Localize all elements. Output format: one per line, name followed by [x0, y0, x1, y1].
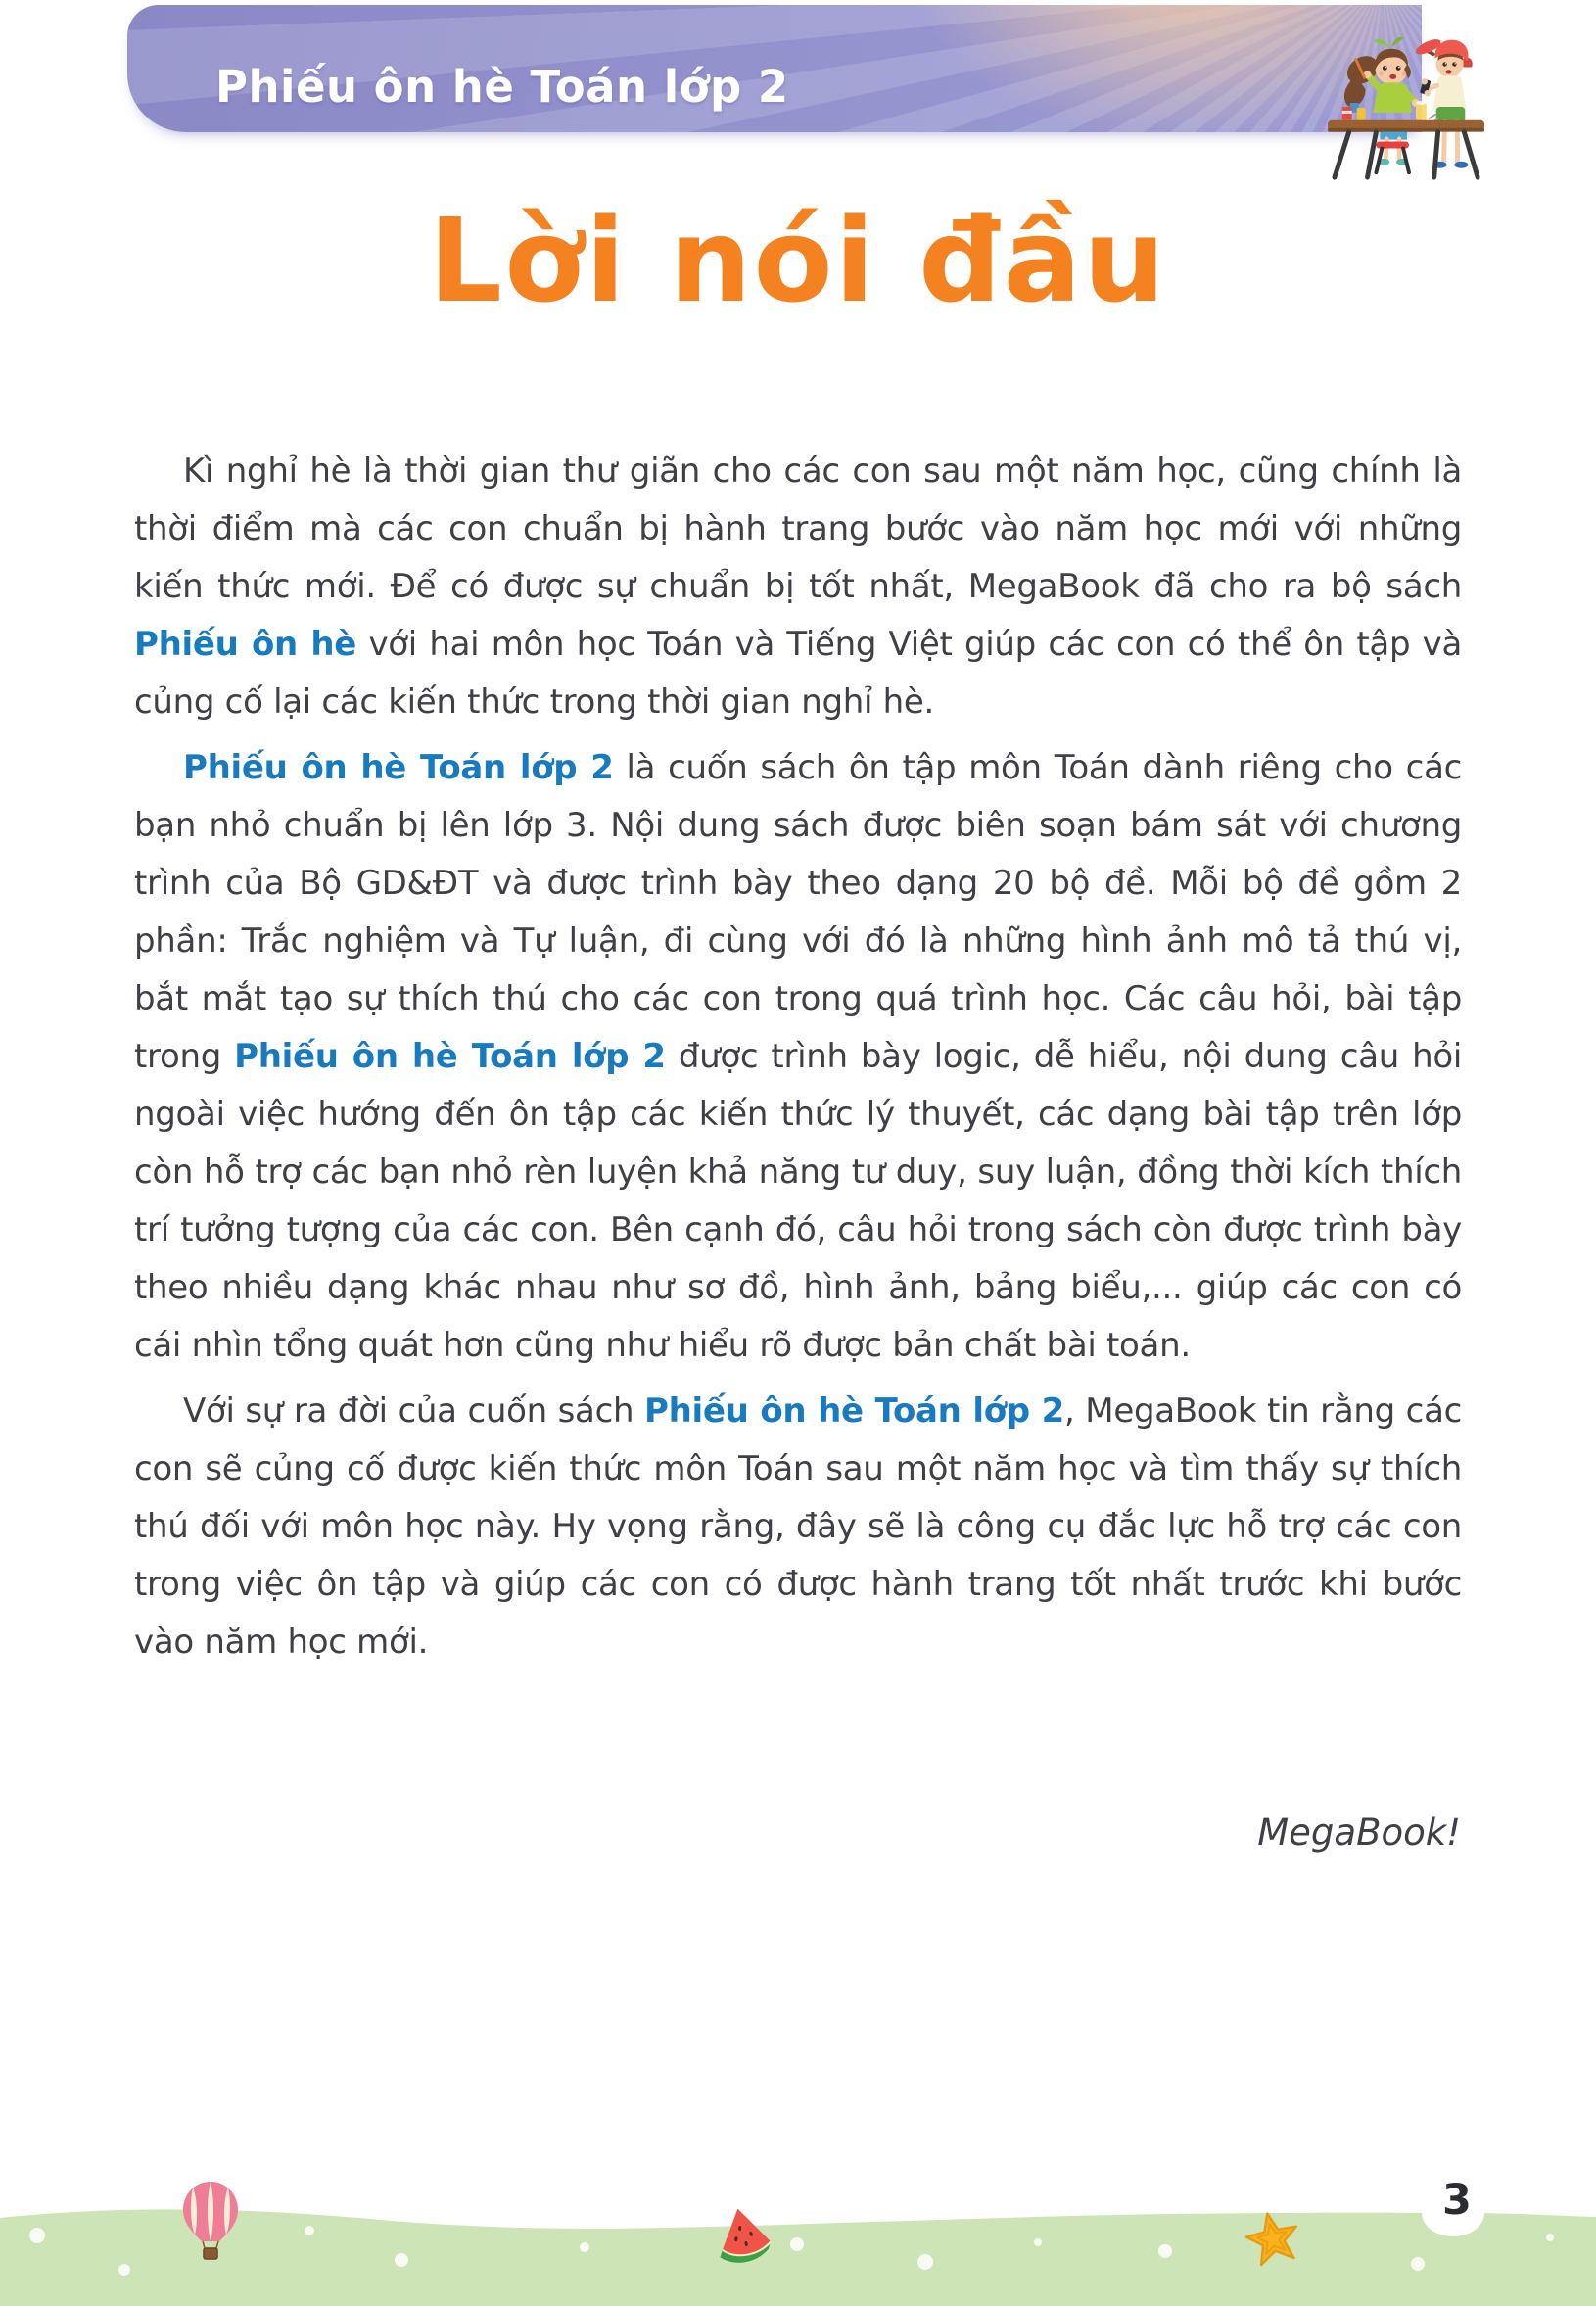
grass-wave [0, 2209, 1596, 2306]
header-book-title: Phiếu ôn hè Toán lớp 2 [215, 60, 789, 113]
highlighted-book-name: Phiếu ôn hè Toán lớp 2 [183, 748, 614, 787]
page-title: Lời nói đầu [428, 193, 1168, 328]
foreword-paragraph [134, 443, 1462, 731]
highlighted-book-name: Phiếu ôn hè Toán lớp 2 [644, 1391, 1065, 1431]
foreword-paragraph [134, 739, 1462, 1375]
highlighted-book-name: Phiếu ôn hè Toán lớp 2 [234, 1037, 666, 1076]
page-number: 3 [1442, 2176, 1472, 2225]
foreword-paragraph [134, 1383, 1462, 1671]
body-text-run: Với sự ra đời của cuốn sách [183, 1391, 645, 1431]
grass-footer [0, 2120, 1596, 2306]
foreword-paragraphs [134, 443, 1462, 1679]
body-text-run: Kì nghỉ hè là thời gian thư giãn cho các con sau một năm học, cũng chính là thời điểm mà các con chuẩn bị hành trang bước vào năm học mới với những kiến thức mới. Để có được sự chuẩn bị tốt nhất, MegaBook đã cho ra bộ sách [134, 451, 1462, 606]
signature: MegaBook! [1257, 1812, 1461, 1854]
kids-illustration [1322, 25, 1496, 185]
body-text-run: với hai môn học Toán và Tiếng Việt giúp các con có thể ôn tập và củng cố lại các kiến thức trong thời gian nghỉ hè. [134, 625, 1463, 722]
body-text-run: được trình bày logic, dễ hiểu, nội dung câu hỏi ngoài việc hướng đến ôn tập các kiến thức lý thuyết, các dạng bài tập trên lớp còn hỗ trợ các bạn nhỏ rèn luyện khả năng tư duy, suy luận, đồng thời kích thích trí tưởng tượng của các con. Bên cạnh đó, câu hỏi trong sách còn được trình bày theo nhiều dạng khác nhau như sơ đồ, hình ảnh, bảng biểu,... giúp các con có cái nhìn tổng quát hơn cũng như hiểu rõ được bản chất bài toán. [134, 1037, 1462, 1365]
girl-illustration [1341, 37, 1419, 113]
header-band [127, 5, 1422, 132]
highlighted-book-name: Phiếu ôn hè [134, 625, 357, 664]
body-text-run: là cuốn sách ôn tập môn Toán dành riêng cho các bạn nhỏ chuẩn bị lên lớp 3. Nội dung sách được biên soạn bám sát với chương trình của Bộ GD&ĐT và được trình bày theo dạng 20 bộ đề. Mỗi bộ đề gồm 2 phần: Trắc nghiệm và Tự luận, đi cùng với đó là những hình ảnh mô tả thú vị, bắt mắt tạo sự thích thú cho các con trong quá trình học. Các câu hỏi, bài tập trong [134, 748, 1462, 1076]
body-text-run: , MegaBook tin rằng các con sẽ củng cố được kiến thức môn Toán sau một năm học và tìm thấy sự thích thú đối với môn học này. Hy vọng rằng, đây sẽ là công cụ đắc lực hỗ trợ các con trong việc ôn tập và giúp các con có được hành trang tốt nhất trước khi bước vào năm học mới. [134, 1391, 1463, 1662]
